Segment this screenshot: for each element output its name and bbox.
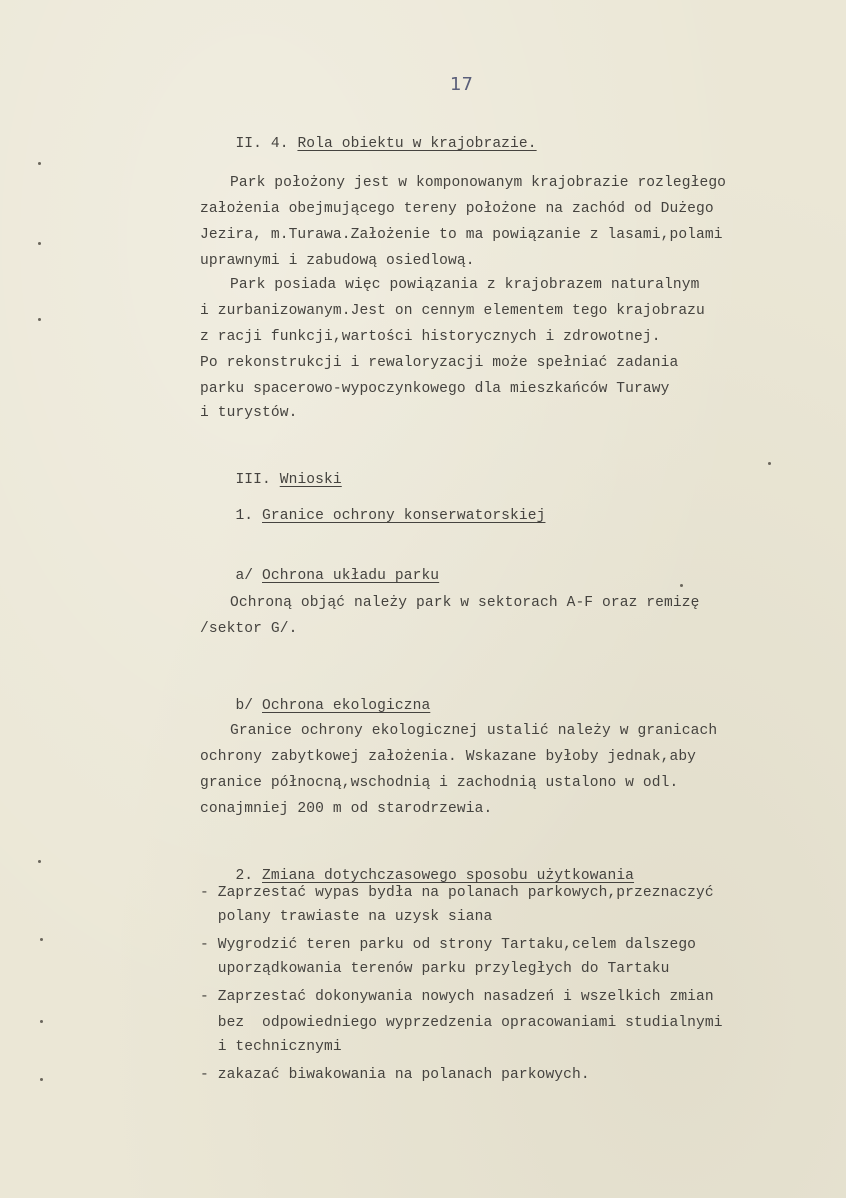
section-number: III. [235, 471, 271, 488]
text-line: ochrony zabytkowej założenia. Wskazane byłoby jednak,aby [200, 749, 697, 765]
text-line: Park posiada więc powiązania z krajobrazem naturalnym [230, 277, 700, 293]
subsection-heading [200, 494, 545, 538]
margin-speck [40, 938, 43, 941]
list-item: - Zaprzestać dokonywania nowych nasadzeń i wszelkich zmian [200, 989, 714, 1005]
text-line: i turystów. [200, 405, 298, 421]
text-line: conajmniej 200 m od starodrzewia. [200, 801, 493, 817]
section-title: Wnioski [279, 471, 342, 488]
text-line: Ochroną objąć należy park w sektorach A-F oraz remizę [230, 595, 700, 611]
subsection-title: Granice ochrony konserwatorskiej [262, 507, 546, 524]
text-line: Park położony jest w komponowanym krajobrazie rozległego [230, 175, 727, 191]
text-line: parku spacerowo-wypoczynkowego dla mieszkańców Turawy [200, 381, 670, 397]
sub-label: a/ [235, 567, 254, 584]
page-number: 17 [450, 74, 473, 95]
margin-speck [38, 318, 41, 321]
list-item: - Wygrodzić teren parku od strony Tartaku,celem dalszego [200, 937, 697, 953]
margin-speck [40, 1020, 43, 1023]
list-item-continuation: uporządkowania terenów parku przyległych do Tartaku [200, 961, 670, 977]
list-item: - zakazać biwakowania na polanach parkowych. [200, 1067, 590, 1083]
text-line: uprawnymi i zabudową osiedlową. [200, 253, 475, 269]
text-line: Granice ochrony ekologicznej ustalić należy w granicach [230, 723, 718, 739]
section-heading [200, 122, 537, 166]
text-line: granice północną,wschodnią i zachodnią ustalono w odl. [200, 775, 679, 791]
subsection-number: 1. [235, 507, 254, 524]
text-line: z racji funkcji,wartości historycznych i zdrowotnej. [200, 329, 661, 345]
sub-heading [200, 554, 439, 598]
sub-title: Ochrona ekologiczna [262, 697, 431, 714]
text-line: i zurbanizowanym.Jest on cennym elementem tego krajobrazu [200, 303, 705, 319]
subsection-number: 2. [235, 867, 254, 884]
section-number: II. 4. [235, 135, 289, 152]
margin-speck [40, 1078, 43, 1081]
subsection-title: Zmiana dotychczasowego sposobu użytkowania [262, 867, 635, 884]
margin-speck [38, 162, 41, 165]
text-line: Jezira, m.Turawa.Założenie to ma powiązanie z lasami,polami [200, 227, 723, 243]
margin-speck [680, 584, 683, 587]
list-item-continuation: polany trawiaste na uzysk siana [200, 909, 493, 925]
text-line: /sektor G/. [200, 621, 298, 637]
margin-speck [768, 462, 771, 465]
sub-title: Ochrona układu parku [262, 567, 440, 584]
margin-speck [38, 860, 41, 863]
margin-speck [38, 242, 41, 245]
section-title: Rola obiektu w krajobrazie. [297, 135, 537, 152]
list-item-continuation: bez odpowiedniego wyprzedzenia opracowaniami studialnymi [200, 1015, 723, 1031]
list-item-continuation: i technicznymi [200, 1039, 342, 1055]
list-item: - Zaprzestać wypas bydła na polanach parkowych,przeznaczyć [200, 885, 714, 901]
sub-heading [200, 684, 430, 728]
sub-label: b/ [235, 697, 254, 714]
text-line: założenia obejmującego tereny położone na zachód od Dużego [200, 201, 714, 217]
text-line: Po rekonstrukcji i rewaloryzacji może spełniać zadania [200, 355, 679, 371]
